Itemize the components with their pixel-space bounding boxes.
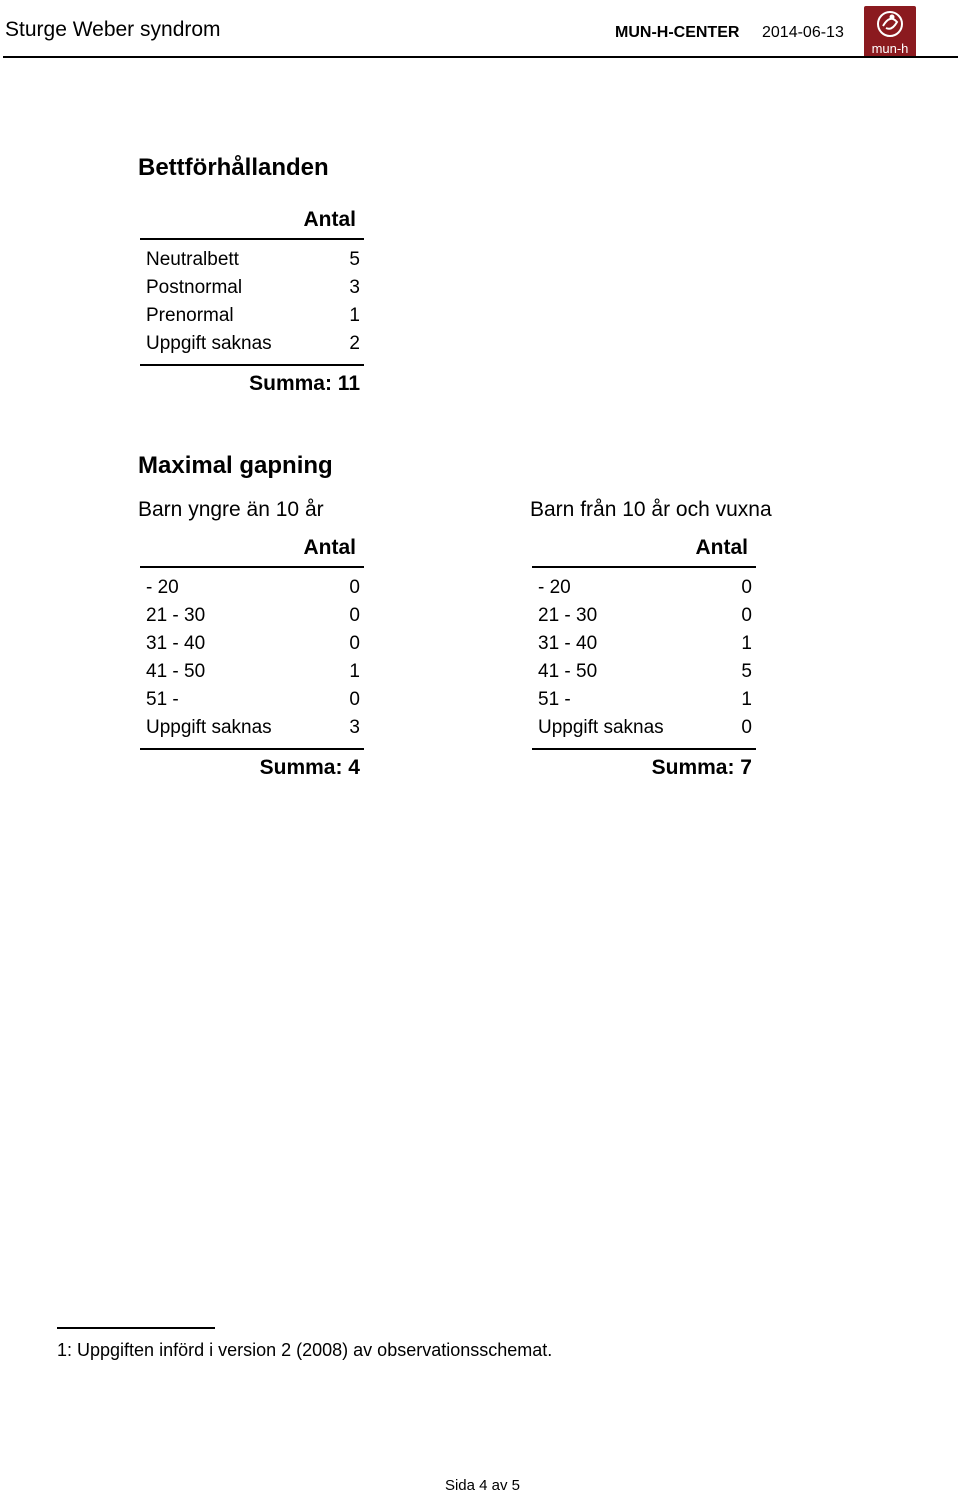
row-label: Uppgift saknas bbox=[146, 333, 272, 354]
document-date: 2014-06-13 bbox=[762, 24, 844, 41]
row-label: 31 - 40 bbox=[538, 633, 598, 654]
document-title: Sturge Weber syndrom bbox=[5, 18, 221, 41]
row-value: 3 bbox=[349, 277, 360, 298]
table-row bbox=[532, 714, 756, 742]
table-row bbox=[140, 714, 364, 742]
table-row bbox=[140, 686, 364, 714]
row-value: 2 bbox=[349, 333, 360, 354]
table-row bbox=[532, 686, 756, 714]
row-value: 0 bbox=[741, 717, 752, 738]
logo-mark-icon bbox=[874, 9, 906, 39]
row-label: 51 - bbox=[146, 689, 179, 710]
row-label: - 20 bbox=[146, 577, 179, 598]
organization-name: MUN-H-CENTER bbox=[615, 24, 740, 41]
table-row bbox=[140, 246, 364, 274]
header-divider bbox=[3, 56, 958, 58]
row-label: 51 - bbox=[538, 689, 571, 710]
table-row bbox=[532, 658, 756, 686]
table-footer bbox=[140, 364, 364, 398]
row-label: Postnormal bbox=[146, 277, 243, 298]
subtitle-children-over-10: Barn från 10 år och vuxna bbox=[530, 498, 772, 521]
summa-total: Summa: 11 bbox=[249, 372, 360, 395]
gapning-table-under-10 bbox=[140, 536, 364, 782]
table-row bbox=[140, 302, 364, 330]
table-footer bbox=[140, 748, 364, 782]
row-label: - 20 bbox=[538, 577, 571, 598]
row-value: 0 bbox=[741, 605, 752, 626]
summa-total: Summa: 4 bbox=[259, 756, 360, 779]
subtitle-children-under-10: Barn yngre än 10 år bbox=[138, 498, 324, 521]
table-row bbox=[140, 274, 364, 302]
row-value: 0 bbox=[349, 605, 360, 626]
table-row bbox=[532, 602, 756, 630]
section-title-gapning: Maximal gapning bbox=[138, 452, 333, 479]
table-header bbox=[140, 208, 364, 240]
row-value: 5 bbox=[349, 249, 360, 270]
row-value: 5 bbox=[741, 661, 752, 682]
row-label: 31 - 40 bbox=[146, 633, 206, 654]
table-header bbox=[532, 536, 756, 568]
table-row bbox=[532, 574, 756, 602]
page-number: Sida 4 av 5 bbox=[444, 1477, 521, 1494]
column-header-antal: Antal bbox=[695, 536, 748, 559]
row-label: Prenormal bbox=[146, 305, 234, 326]
row-value: 0 bbox=[741, 577, 752, 598]
row-value: 0 bbox=[349, 577, 360, 598]
table-row bbox=[140, 330, 364, 358]
row-value: 3 bbox=[349, 717, 360, 738]
row-label: Neutralbett bbox=[146, 249, 239, 270]
row-value: 1 bbox=[349, 661, 360, 682]
row-label: Uppgift saknas bbox=[146, 717, 272, 738]
gapning-table-over-10 bbox=[532, 536, 756, 782]
row-value: 1 bbox=[741, 633, 752, 654]
column-header-antal: Antal bbox=[303, 208, 356, 231]
table-row bbox=[140, 574, 364, 602]
table-row bbox=[140, 658, 364, 686]
row-value: 1 bbox=[741, 689, 752, 710]
row-label: Uppgift saknas bbox=[538, 717, 664, 738]
row-label: 21 - 30 bbox=[538, 605, 598, 626]
column-header-antal: Antal bbox=[303, 536, 356, 559]
row-label: 41 - 50 bbox=[146, 661, 206, 682]
table-footer bbox=[532, 748, 756, 782]
row-value: 0 bbox=[349, 633, 360, 654]
logo-text: mun-h bbox=[871, 41, 909, 56]
summa-total: Summa: 7 bbox=[651, 756, 752, 779]
bett-table bbox=[140, 208, 364, 398]
footnote: 1: Uppgiften införd i version 2 (2008) av observationsschemat. bbox=[57, 1340, 553, 1360]
table-row bbox=[140, 630, 364, 658]
section-title-bett: Bettförhållanden bbox=[138, 154, 329, 181]
footnote-divider bbox=[57, 1327, 215, 1329]
mun-h-logo bbox=[864, 6, 916, 58]
row-value: 0 bbox=[349, 689, 360, 710]
row-label: 41 - 50 bbox=[538, 661, 598, 682]
row-value: 1 bbox=[349, 305, 360, 326]
table-header bbox=[140, 536, 364, 568]
table-row bbox=[532, 630, 756, 658]
row-label: 21 - 30 bbox=[146, 605, 206, 626]
table-row bbox=[140, 602, 364, 630]
